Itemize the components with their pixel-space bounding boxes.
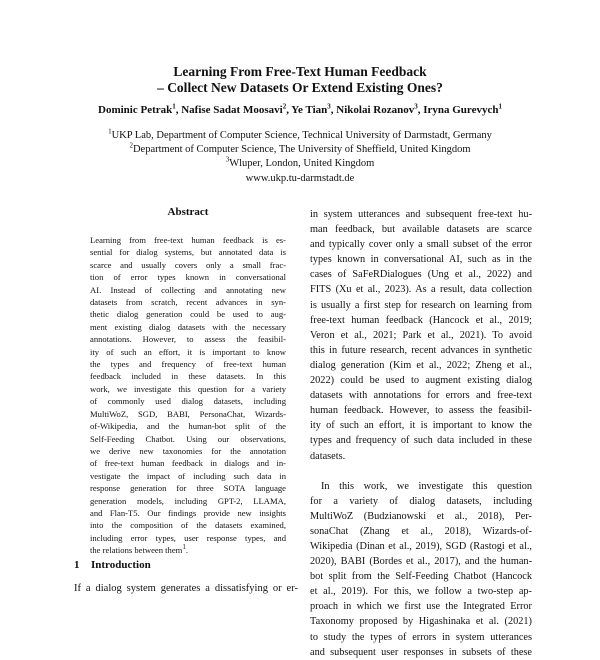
- author-name: Nafise Sadat Moosavi: [181, 104, 283, 116]
- author-affiliation-mark: 2: [282, 102, 287, 111]
- author-name: Nikolai Rozanov: [336, 104, 415, 116]
- affiliation-mark: 1: [108, 127, 112, 136]
- abstract-line: work, we investigate this question for a variety: [90, 383, 286, 394]
- abstract-line: tion of error types known in conversational: [90, 272, 286, 283]
- paragraph-line: FITS (Xu et al., 2023). As a result, data collection: [310, 284, 532, 296]
- author-affiliation-mark: 3: [414, 102, 418, 111]
- paragraph-line: MultiWoZ (Budzianowski et al., 2018), Per-: [310, 510, 532, 522]
- section-number: 1: [74, 559, 80, 571]
- affiliation: [0, 157, 600, 171]
- abstract-line: the types and frequency of free-text human: [90, 359, 286, 370]
- paragraph-line: Veron et al., 2021; Park et al., 2021). To avoid: [310, 329, 532, 341]
- author: [336, 104, 417, 116]
- abstract-line: generation models, including GPT-2, LLAMA,: [90, 495, 286, 506]
- footnote-mark: 1: [182, 543, 186, 552]
- paragraph-line: types known in conversational AI, such as in the: [310, 254, 532, 266]
- paragraph-line: proach in which we first use the Integrated Error: [310, 601, 532, 613]
- author-list: Dominic Petrak$^1$, Nafise Sadat Moosavi$^2$, Ye Tian$^3$, Nikolai Rozanov$^3$, Iryna Gurevych$^1$: [98, 102, 502, 116]
- intro-first-line: If a dialog system generates a dissatisfying or er-: [74, 583, 298, 594]
- abstract-line: MultiWoZ, SGD, BABI, PersonaChat, Wizards-: [90, 408, 286, 419]
- author: [423, 104, 502, 116]
- paragraph-line: dialog generation (Kim et al., 2022; Zheng et al.,: [310, 359, 532, 371]
- paragraph-line: Taxonomy proposed by Higashinaka et al. (2021): [310, 616, 532, 628]
- abstract-line: AI. Instead of collecting and annotating new: [90, 284, 286, 295]
- paragraph-line: Wikipedia (Dinan et al., 2019), SGD (Rastogi et al.,: [310, 540, 532, 552]
- abstract-line: feedback included in these datasets. In this: [90, 371, 286, 382]
- author-affiliation-mark: 3: [327, 102, 331, 111]
- abstract-line: response generation for three SOTA language: [90, 483, 286, 494]
- author: [181, 104, 286, 116]
- abstract-line: ment existing dialog datasets with the necessary: [90, 321, 286, 332]
- paragraph-line: bot split from the Self-Feeding Chatbot (Hancock: [310, 571, 532, 583]
- abstract-line: into the composition of the datasets examined,: [90, 520, 286, 531]
- author-affiliation-mark: 1: [498, 102, 502, 111]
- title-line-1: Learning From Free-Text Human Feedback: [173, 64, 427, 79]
- paragraph-line: types and frequency of such data included in these: [310, 435, 532, 447]
- abstract-line: of commonly used dialog datasets, including: [90, 396, 286, 407]
- paragraph-line: in system utterances and subsequent free-text hu-: [310, 209, 532, 220]
- abstract-line: including error types, user response types, and: [90, 532, 286, 543]
- paragraph-line: and typically cover only a small subset of the error: [310, 239, 532, 251]
- paragraph-line: ity of such an effort, it is important to know the: [310, 420, 532, 432]
- paragraph-line: 2022) could be used to augment existing dialog: [310, 375, 532, 387]
- paragraph-line: for a variety of dialog datasets, including: [310, 495, 532, 507]
- paragraph-line: cases of SaFeRDialogues (Ung et al., 2022) and: [310, 269, 532, 281]
- author-name: Iryna Gurevych: [423, 104, 499, 116]
- paragraph-line: datasets with annotations for errors and free-text: [310, 390, 532, 402]
- abstract-line: ity of such an effort, it is important to know: [90, 346, 286, 357]
- affiliation-text: Department of Computer Science, The University of Sheffield, United Kingdom: [132, 144, 471, 156]
- paragraph-line: and subsequent user responses in subsets of these: [310, 646, 532, 658]
- abstract-line: [90, 544, 286, 556]
- paragraph-line: to study the types of errors in system utterances: [310, 631, 532, 643]
- right-column-text: [310, 207, 532, 660]
- affiliation-text: Wluper, London, United Kingdom: [229, 158, 375, 170]
- paragraph-line: sonaChat (Zhang et al., 2018), Wizards-of-: [310, 525, 532, 537]
- abstract-last-punct: .: [185, 545, 189, 556]
- abstract-last-text: the relations between them: [90, 545, 183, 556]
- paragraph-gap: [310, 464, 532, 479]
- abstract-line: we derive new taxonomies for the annotation: [90, 445, 286, 456]
- affiliation-mark: 3: [225, 155, 230, 164]
- author-name: Dominic Petrak: [98, 104, 173, 116]
- title-line-2: – Collect New Datasets Or Extend Existing Ones?: [157, 80, 443, 95]
- paragraph-line: man feedback, but available datasets are scarce: [310, 224, 532, 236]
- affiliation: [0, 143, 600, 157]
- affiliation-text: www.ukp.tu-darmstadt.de: [245, 172, 355, 184]
- author-name: Ye Tian: [291, 104, 328, 116]
- abstract-line: Self-Feeding Chatbot. Using our observations,: [90, 433, 286, 444]
- abstract-heading: Abstract: [167, 206, 209, 218]
- section-heading-introduction: [74, 559, 151, 571]
- paragraph-line: In this work, we investigate this question: [321, 480, 532, 492]
- abstract-line: of-Wikipedia, and the human-bot split of the: [90, 421, 286, 432]
- author: [291, 104, 330, 116]
- abstract-line: Learning from free-text human feedback is es-: [90, 235, 286, 245]
- abstract-line: sential for dialog systems, but annotated data is: [90, 247, 286, 258]
- author-affiliation-mark: 1: [172, 102, 176, 111]
- abstract-line: of free-text human feedback in dialogs and in-: [90, 458, 286, 469]
- paragraph-line: this in future research, recent advances in synthetic: [310, 344, 532, 356]
- abstract-line: datasets from scratch, recent advances in syn-: [90, 297, 286, 308]
- abstract-line: vestigate the impact of including such data in: [90, 470, 286, 481]
- affiliation-text: UKP Lab, Department of Computer Science, Technical University of Darmstadt, Germany: [111, 130, 492, 141]
- paragraph-line: is usually a first step for research on learning from: [310, 299, 532, 311]
- abstract-body: [90, 234, 286, 557]
- affiliation: [0, 129, 600, 143]
- paragraph-line: free-text human feedback (Hancock et al., 2019;: [310, 314, 532, 326]
- abstract-line: and Flan-T5. Our findings provide new insights: [90, 507, 286, 518]
- paragraph-line: et al., 2019). For this, we follow a two-step ap-: [310, 586, 532, 598]
- author: [98, 104, 176, 116]
- abstract-line: thetic dialog generation could be used to aug-: [90, 309, 286, 320]
- affiliation-mark: 2: [129, 141, 133, 150]
- paragraph-line: 2020), BABI (Bordes et al., 2017), and the human-: [310, 556, 532, 568]
- affiliation: [0, 172, 600, 186]
- abstract-line: annotations. However, to assess the feasibil-: [90, 334, 286, 345]
- abstract-line: scarce and usually covers only a small frac-: [90, 259, 286, 270]
- section-title: Introduction: [91, 559, 151, 571]
- affiliation-list: [0, 129, 600, 186]
- paper-title: [0, 64, 600, 96]
- paragraph-line: human feedback. However, to assess the feasibil-: [310, 405, 532, 417]
- paragraph-line: datasets.: [310, 450, 346, 462]
